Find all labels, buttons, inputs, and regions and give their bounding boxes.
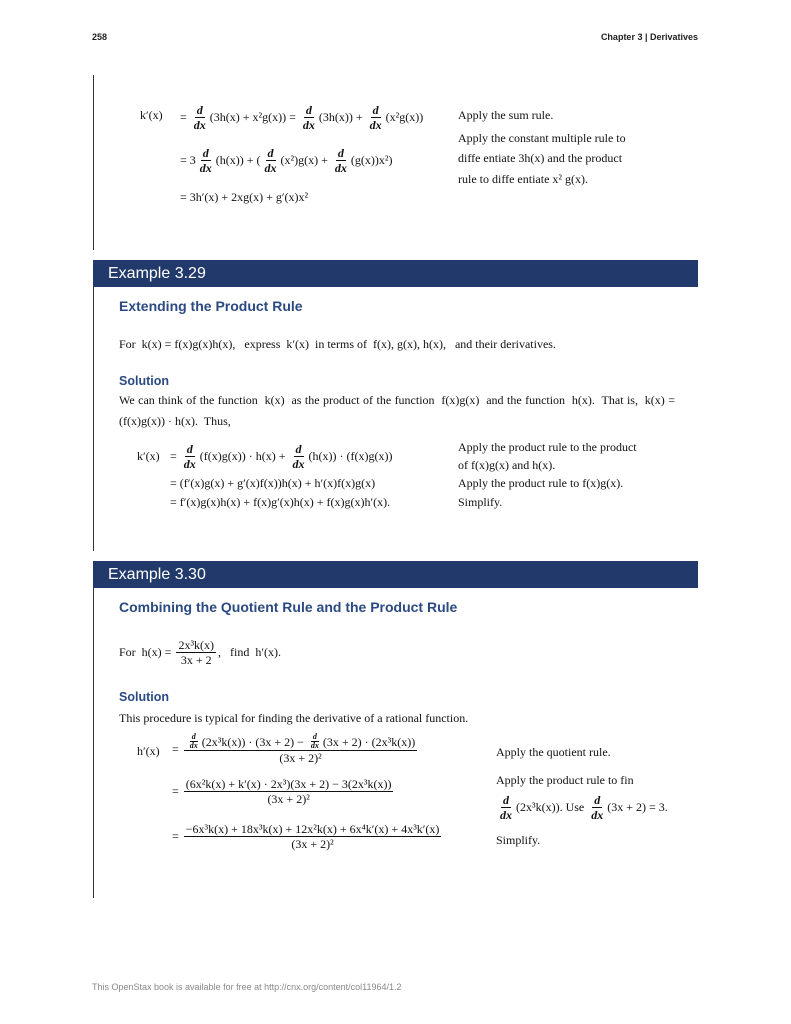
math-text: (2x³k(x)). Use xyxy=(516,800,588,814)
solution-text: We can think of the function k(x) as the product of the function f(x)g(x) and the function h(x). That is, k(x) = (f(x)g(x)) · h(x). Thus, xyxy=(119,393,678,428)
math-text: = (f′(x)g(x) + g′(x)f(x))h(x) + h′(x)f(x)g(x) xyxy=(170,476,376,490)
denominator xyxy=(333,161,349,175)
math-text: d xyxy=(202,146,209,160)
math-text: d xyxy=(267,146,274,160)
math-text: (2x³k(x)) · (3x + 2) − xyxy=(201,734,307,749)
denominator xyxy=(263,161,279,175)
math-text: d xyxy=(305,103,312,117)
math-text: d xyxy=(594,793,601,807)
math-text: d xyxy=(295,442,302,456)
equation-lhs: k′(x) xyxy=(137,449,160,463)
numerator xyxy=(304,103,314,118)
math-text: dx xyxy=(310,741,319,750)
math-text: d xyxy=(196,103,203,117)
fraction xyxy=(184,822,442,851)
fraction xyxy=(309,733,321,750)
math-text: dx xyxy=(334,161,347,175)
math-text: (x²g(x)) xyxy=(385,110,424,124)
math-text: dx xyxy=(264,161,277,175)
math-text: dx xyxy=(500,808,512,822)
solution-label: Solution xyxy=(119,374,169,388)
math-text: d xyxy=(186,442,193,456)
equation-lhs: k′(x) xyxy=(140,108,163,122)
math-text: of f(x)g(x) and h(x). xyxy=(458,458,556,472)
example-banner: Example 3.29 xyxy=(93,260,698,287)
math-text: dx xyxy=(292,457,305,471)
fraction xyxy=(263,146,279,175)
denominator xyxy=(368,118,384,132)
equation-note xyxy=(496,833,540,848)
equation-line xyxy=(180,190,308,205)
numerator xyxy=(501,793,511,808)
equation-note xyxy=(458,495,502,510)
math-text: = xyxy=(180,110,190,124)
math-text: (6x²k(x) + k′(x) · 2x³)(3x + 2) − 3(2x³k(x)) xyxy=(185,777,392,791)
denominator xyxy=(188,742,200,750)
equation-line xyxy=(170,476,375,491)
denominator xyxy=(179,653,214,667)
numerator xyxy=(201,146,211,161)
math-text: d xyxy=(312,732,317,741)
math-text: dx xyxy=(183,457,196,471)
math-text: Simplify. xyxy=(458,495,503,509)
left-rule xyxy=(93,75,94,250)
denominator xyxy=(182,457,198,471)
numerator xyxy=(185,442,195,457)
equation-lhs: h′(x) xyxy=(137,744,160,758)
math-text: d xyxy=(191,732,196,741)
footer-text: This OpenStax book is available for free at http://cnx.org/content/col11964/1.2 xyxy=(92,982,402,992)
example-title: Extending the Product Rule xyxy=(119,298,303,314)
math-text: diffe entiate 3h(x) and the product xyxy=(458,151,623,165)
math-text: dx xyxy=(199,161,212,175)
math-text: 2x³k(x) xyxy=(178,638,215,652)
math-text: Apply the quotient rule. xyxy=(496,745,611,759)
fraction xyxy=(301,103,317,132)
denominator xyxy=(265,792,311,806)
math-text: rule to diffe entiate x² g(x). xyxy=(458,172,588,186)
math-text: For h(x) = xyxy=(119,645,175,659)
numerator xyxy=(176,638,216,653)
fraction xyxy=(184,777,394,806)
math-text: (f(x)g(x)) · h(x) + xyxy=(199,449,289,463)
math-text: dx xyxy=(591,808,604,822)
example-banner: Example 3.30 xyxy=(93,561,698,588)
fraction xyxy=(184,733,417,765)
math-text: dx xyxy=(369,118,382,132)
math-text: Apply the product rule to fin xyxy=(496,773,634,787)
equation-note xyxy=(458,476,623,491)
denominator xyxy=(589,808,605,822)
equation-note xyxy=(496,773,634,788)
equation-line xyxy=(180,103,423,132)
numerator xyxy=(195,103,205,118)
equation-line xyxy=(180,146,392,175)
example-title: Combining the Quotient Rule and the Product Rule xyxy=(119,599,458,615)
equation-note xyxy=(496,793,668,822)
equation-note xyxy=(458,151,622,166)
fraction xyxy=(333,146,349,175)
math-text: dx xyxy=(189,741,198,750)
equation-line xyxy=(172,822,443,851)
math-text: = xyxy=(172,741,182,756)
solution-text: This procedure is typical for finding the derivative of a rational function. xyxy=(119,711,469,725)
math-text: (3x + 2) = 3. xyxy=(607,800,668,814)
denominator xyxy=(301,118,317,132)
fraction xyxy=(368,103,384,132)
denominator xyxy=(192,118,208,132)
math-text: 3x + 2 xyxy=(180,653,212,667)
problem-text xyxy=(119,638,281,667)
math-text: (g(x))x²) xyxy=(350,153,393,167)
numerator xyxy=(294,442,304,457)
math-text: (3x + 2)² xyxy=(267,792,310,806)
left-rule xyxy=(93,588,94,898)
denominator xyxy=(309,742,321,750)
fraction xyxy=(188,733,200,750)
math-text: = xyxy=(170,449,180,463)
equation-note xyxy=(496,745,611,760)
denominator xyxy=(198,161,214,175)
math-text: = xyxy=(172,829,182,843)
equation-note xyxy=(458,131,626,146)
math-text: d xyxy=(503,793,509,807)
numerator xyxy=(336,146,346,161)
problem-text: For k(x) = f(x)g(x)h(x), express k′(x) in terms of f(x), g(x), h(x), and their derivatives. xyxy=(119,337,556,351)
equation-line xyxy=(172,777,395,806)
fraction xyxy=(589,793,605,822)
math-text: d xyxy=(372,103,379,117)
math-text: d xyxy=(337,146,344,160)
equation-line xyxy=(170,495,390,510)
equation-note xyxy=(458,458,555,473)
equation-note xyxy=(458,108,553,123)
numerator xyxy=(266,146,276,161)
math-text: (3x + 2) · (2x³k(x)) xyxy=(322,734,416,749)
left-rule xyxy=(93,287,94,551)
fraction xyxy=(498,793,514,822)
solution-label: Solution xyxy=(119,690,169,704)
math-text: = 3 xyxy=(180,153,196,167)
denominator xyxy=(277,751,323,765)
chapter-header: Chapter 3 | Derivatives xyxy=(600,32,698,42)
math-text: (h(x)) + ( xyxy=(215,153,261,167)
math-text: dx xyxy=(302,118,315,132)
math-text: (x²)g(x) + xyxy=(280,153,331,167)
math-text: = 3h′(x) + 2xg(x) + g′(x)x² xyxy=(180,190,309,204)
equation-line xyxy=(170,442,392,471)
equation-note xyxy=(458,440,637,455)
numerator xyxy=(184,822,442,837)
page-number: 258 xyxy=(92,32,108,42)
denominator xyxy=(291,457,307,471)
math-text: (3h(x)) + xyxy=(318,110,366,124)
math-text: Apply the product rule to f(x)g(x). xyxy=(458,476,624,490)
numerator xyxy=(592,793,602,808)
fraction xyxy=(291,442,307,471)
math-text: = xyxy=(172,784,182,798)
numerator xyxy=(371,103,381,118)
math-text: dx xyxy=(193,118,206,132)
denominator xyxy=(289,837,335,851)
fraction xyxy=(176,638,216,667)
math-text: −6x³k(x) + 18x³k(x) + 12x²k(x) + 6x⁴k′(x) + 4x³k′(x) xyxy=(185,822,440,836)
equation-line xyxy=(172,733,419,765)
denominator xyxy=(498,808,514,822)
math-text: Simplify. xyxy=(496,833,541,847)
math-text: (3x + 2)² xyxy=(279,751,322,765)
math-text: (3x + 2)² xyxy=(291,837,334,851)
math-text: Apply the constant multiple rule to xyxy=(458,131,626,145)
numerator xyxy=(184,777,394,792)
equation-note xyxy=(458,172,588,187)
fraction xyxy=(182,442,198,471)
numerator xyxy=(184,733,417,751)
math-text: = f′(x)g(x)h(x) + f(x)g′(x)h(x) + f(x)g(x)h′(x). xyxy=(170,495,391,509)
fraction xyxy=(192,103,208,132)
math-text: (3h(x) + x²g(x)) = xyxy=(209,110,299,124)
math-text: , find h′(x). xyxy=(218,645,281,659)
math-text: Apply the product rule to the product xyxy=(458,440,637,454)
fraction xyxy=(198,146,214,175)
math-text: (h(x)) · (f(x)g(x)) xyxy=(308,449,393,463)
math-text: Apply the sum rule. xyxy=(458,108,554,122)
